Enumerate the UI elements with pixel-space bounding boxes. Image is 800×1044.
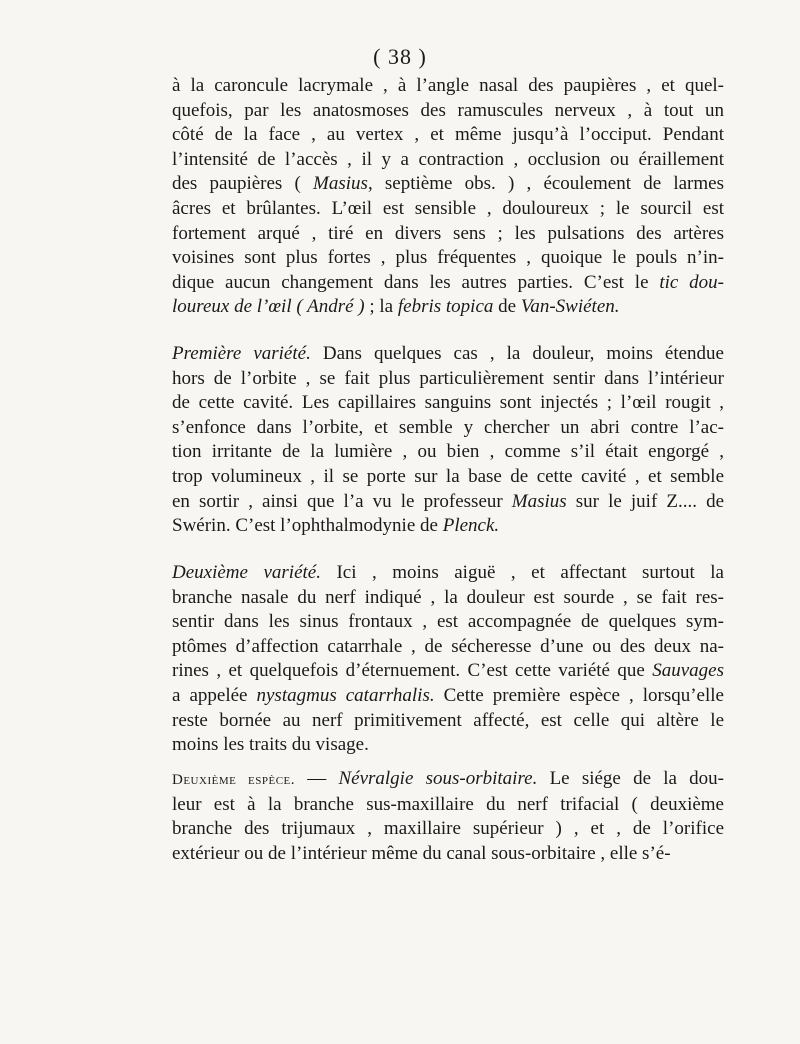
text-line xyxy=(172,586,724,611)
text-line xyxy=(172,295,724,320)
text-segment: tion irritante de la lumière , ou bien , comme s’il était engorgé , xyxy=(172,441,724,463)
text-segment: âcres et brûlantes. L’œil est sensible , douloureux ; le sourcil est xyxy=(172,197,724,219)
text-segment: ptômes d’affection catarrhale , de sécheresse d’une ou des deux na- xyxy=(172,635,724,657)
text-line xyxy=(172,465,724,490)
text-line xyxy=(172,172,724,197)
text-segment: sentir dans les sinus frontaux , est accompagnée de quelques sym- xyxy=(172,611,724,633)
text-line xyxy=(172,246,724,271)
text-segment: leur est à la branche sus-maxillaire du nerf trifacial ( deuxième xyxy=(172,793,724,815)
text-segment: moins les traits du visage. xyxy=(172,734,369,756)
text-segment: à la caroncule lacrymale , à l’angle nasal des paupières , et quel- xyxy=(172,75,724,96)
text-segment: Dans quelques cas , la douleur, moins étendue xyxy=(310,343,724,364)
text-segment: Ici , moins aiguë , et affectant surtout la xyxy=(320,562,724,583)
text-segment: fortement arqué , tiré en divers sens ; les pulsations des artères xyxy=(172,222,724,244)
text-segment: trop volumineux , il se porte sur la base de cette cavité , et semble xyxy=(172,465,724,487)
italic-text: febris topica xyxy=(397,296,494,318)
text-line xyxy=(172,490,724,515)
text-line xyxy=(172,416,724,441)
text-line xyxy=(172,817,724,842)
italic-text: Sauvages xyxy=(652,660,724,682)
text-line xyxy=(172,767,724,793)
text-segment: quefois, par les anatosmoses des ramuscules nerveux , à tout un xyxy=(172,99,724,121)
italic-text: Van-Swiéten. xyxy=(520,296,620,318)
text-segment: extérieur ou de l’intérieur même du canal sous-orbitaire , elle s’é- xyxy=(172,842,671,864)
text-segment: Swérin. C’est l’ophthalmodynie de xyxy=(172,515,443,537)
text-segment: Cette première espèce , lorsqu’elle xyxy=(434,684,724,706)
text-segment: de cette cavité. Les capillaires sanguins sont injectés ; l’œil rougit , xyxy=(172,392,724,414)
italic-text: Masius xyxy=(511,490,567,512)
text-line xyxy=(172,514,724,539)
text-segment: ; la xyxy=(364,296,398,318)
text-segment: voisines sont plus fortes , plus fréquentes , quoique le pouls n’in- xyxy=(172,247,724,269)
paragraph-deuxieme-espece xyxy=(172,767,724,866)
text-line xyxy=(172,733,724,758)
text-line xyxy=(172,793,724,818)
small-caps-heading: Deuxième espèce. xyxy=(172,772,296,788)
text-segment: hors de l’orbite , se fait plus particulièrement sentir dans l’intérieur xyxy=(172,367,724,389)
text-segment: rines , et quelquefois d’éternuement. C’est cette variété que xyxy=(172,660,653,682)
text-line xyxy=(172,635,724,660)
text-segment: Le siége de la dou- xyxy=(537,768,724,789)
text-segment: branche nasale du nerf indiqué , la douleur est sourde , se fait res- xyxy=(172,586,724,608)
text-line xyxy=(172,684,724,709)
text-segment: , septième obs. ) , écoulement de larmes xyxy=(367,173,724,195)
text-line xyxy=(172,123,724,148)
text-line xyxy=(172,271,724,296)
text-segment: en sortir , ainsi que l’a vu le professeur xyxy=(172,490,512,512)
italic-text: tic dou- xyxy=(659,271,724,293)
italic-text: Première variété. xyxy=(172,343,311,364)
paragraph-deuxieme-variete xyxy=(172,561,724,758)
text-segment: — xyxy=(295,768,339,789)
italic-text: Masius xyxy=(313,173,368,195)
text-line xyxy=(172,391,724,416)
text-line xyxy=(172,659,724,684)
italic-text: Névralgie sous-orbitaire. xyxy=(338,768,538,789)
text-segment: de xyxy=(493,296,521,318)
text-segment: branche des trijumaux , maxillaire supérieur ) , et , de l’orifice xyxy=(172,818,724,840)
text-segment: des paupières ( xyxy=(172,173,314,195)
text-segment: a appelée xyxy=(172,684,257,706)
text-segment: s’enfonce dans l’orbite, et semble y chercher un abri contre l’ac- xyxy=(172,416,724,438)
text-line xyxy=(172,842,724,867)
text-line xyxy=(172,610,724,635)
italic-text: loureux de l’œil ( André ) xyxy=(172,296,365,318)
paragraph-premiere-variete xyxy=(172,342,724,539)
italic-text: nystagmus catarrhalis. xyxy=(256,684,435,706)
italic-text: Deuxième variété. xyxy=(172,562,321,583)
text-line xyxy=(172,99,724,124)
text-segment: l’intensité de l’accès , il y a contraction , occlusion ou éraillement xyxy=(172,148,724,170)
text-line xyxy=(172,342,724,367)
text-line xyxy=(172,561,724,586)
page-number: ( 38 ) xyxy=(373,44,427,69)
text-line xyxy=(172,709,724,734)
text-segment: dique aucun changement dans les autres parties. C’est le xyxy=(172,271,660,293)
text-line xyxy=(172,222,724,247)
text-segment: reste bornée au nerf primitivement affecté, est celle qui altère le xyxy=(172,709,724,731)
text-line xyxy=(172,197,724,222)
text-line xyxy=(172,74,724,99)
text-line xyxy=(172,367,724,392)
text-segment: sur le juif Z.... de xyxy=(566,490,725,512)
text-line xyxy=(172,440,724,465)
text-segment: côté de la face , au vertex , et même jusqu’à l’occiput. Pendant xyxy=(172,124,724,146)
paragraph-1 xyxy=(172,74,724,320)
text-line xyxy=(172,148,724,173)
italic-text: Plenck. xyxy=(442,515,500,537)
